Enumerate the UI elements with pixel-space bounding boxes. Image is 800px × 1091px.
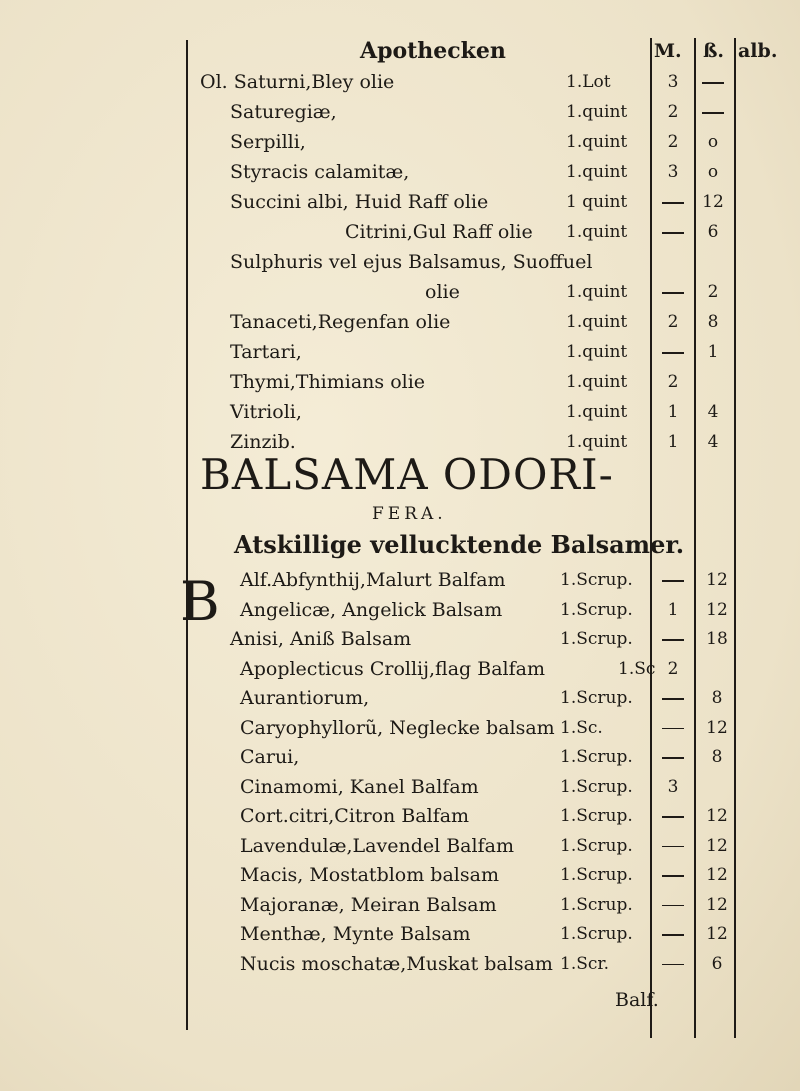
oil-m-value-dash [662,292,684,294]
balsam-name: Apoplecticus Crollij,flag Balfam [240,657,545,680]
column-header-s: ß. [703,40,725,62]
balsam-quantity: 1.Sc. [560,717,603,738]
balsam-name: Alf.Abfynthij,Malurt Balfam [240,569,506,591]
oil-name: Ol. Saturni,Bley olie [200,71,395,93]
balsam-name: Angelicæ, Angelick Balsam [240,598,503,621]
oil-quantity: 1.quint [566,102,628,122]
balsam-quantity: 1.Scrup. [560,806,633,826]
oil-quantity: 1.quint [566,372,628,392]
balsam-s-value: 12 [706,599,728,620]
balsam-m-value-dash [662,905,684,907]
balsam-m-value-dash [662,580,684,582]
balsam-quantity: 1.Scrup. [560,865,633,885]
oil-s-value: 6 [707,222,719,242]
column-rule-2 [694,38,696,1038]
balsam-s-value: 18 [706,629,728,649]
balsam-name: Carui, [240,746,300,768]
balsam-m-value-dash [662,934,684,936]
balsam-m-value-dash [662,728,684,730]
balsam-name: Menthæ, Mynte Balsam [240,923,471,945]
oil-s-value: 12 [702,192,724,212]
balsam-quantity: 1.Sc [618,658,656,679]
balsam-name: Macis, Mostatblom balsam [240,864,499,886]
oil-quantity: 1.quint [566,342,628,362]
balsam-s-value: 12 [706,570,728,590]
oil-name: Saturegiæ, [230,101,337,123]
oil-name: Vitrioli, [230,401,302,423]
oil-name: Tartari, [230,341,302,363]
balsam-quantity: 1.Scrup. [560,924,633,944]
balsam-s-value: 8 [711,747,723,767]
column-rule-3 [734,38,736,1038]
balsam-name: Lavendulæ,Lavendel Balfam [240,834,514,857]
balsam-name: Aurantiorum, [240,687,370,709]
balsam-name: Cort.citri,Citron Balfam [240,805,470,827]
oil-name: Tanaceti,Regenfan olie [230,311,451,333]
balsam-m-value-dash [662,816,684,818]
oil-quantity: 1.quint [566,162,628,182]
balsam-m-value-dash [662,757,684,759]
oil-name: Zinzib. [230,431,296,453]
balsam-quantity: 1.Scrup. [560,599,633,620]
oil-s-value: o [707,132,719,152]
balsam-name: Nucis moschatæ,Muskat balsam [240,952,553,975]
balsam-s-value: 12 [706,835,728,856]
balsam-s-value: 6 [711,953,723,974]
balsam-quantity: 1.Scrup. [560,747,633,767]
balsam-m-value: 3 [667,776,679,797]
balsam-name: Anisi, Aniß Balsam [230,628,412,650]
oil-quantity: 1.quint [566,282,628,302]
oil-quantity: 1.quint [566,312,628,332]
oil-m-value: 2 [667,132,679,152]
balsam-s-value: 8 [711,688,723,708]
balsam-m-value-dash [662,639,684,641]
left-rule [186,40,188,1030]
balsam-m-value-dash [662,846,684,848]
oil-m-value-dash [662,232,684,234]
page-header-title: Apothecken [360,38,506,64]
oil-m-value: 3 [667,162,679,182]
oil-s-value: 1 [707,342,719,362]
oil-m-value: 1 [667,402,679,422]
oil-m-value: 1 [667,432,679,452]
oil-m-value-dash [662,352,684,354]
oil-name: olie [425,281,460,303]
balsam-s-value: 12 [706,806,728,826]
balsam-quantity: 1.Scrup. [560,835,633,856]
column-header-h: alb. [738,40,778,62]
balsam-m-value-dash [662,698,684,700]
oil-s-value: 4 [707,402,719,422]
oil-name: Thymi,Thimians olie [230,371,426,393]
oil-quantity: 1.quint [566,132,628,152]
oil-s-value: 4 [707,432,719,452]
oil-name: Styracis calamitæ, [230,161,410,183]
initial-letter: B [180,570,220,633]
balsam-m-value-dash [662,875,684,877]
oil-s-value: 8 [707,312,719,332]
column-header-m: M. [654,40,682,62]
oil-m-value: 2 [667,312,679,332]
oil-s-value-dash [702,112,724,114]
balsam-s-value: 12 [706,717,728,738]
balsam-name: Caryophyllorũ, Neglecke balsam [240,716,555,739]
balsam-quantity: 1.Scrup. [560,776,633,797]
balsam-quantity: 1.Scrup. [560,894,633,915]
balsam-quantity: 1.Scrup. [560,629,633,649]
oil-s-value: o [707,162,719,182]
oil-s-value-dash [702,82,724,84]
oil-name: Succini albi, Huid Raff olie [230,191,489,213]
oil-m-value-dash [662,202,684,204]
catchword: Balf. [615,989,659,1011]
balsam-quantity: 1.Scr. [560,953,610,974]
balsam-s-value: 12 [706,894,728,915]
oil-m-value: 3 [667,72,679,92]
oil-quantity: 1.quint [566,222,628,242]
oil-m-value: 2 [667,372,679,392]
balsam-m-value-dash [662,964,684,966]
balsam-quantity: 1.Scrup. [560,688,633,708]
oil-quantity: 1.Lot [566,72,611,92]
balsam-m-value: 1 [667,599,679,620]
oil-quantity: 1.quint [566,402,628,422]
balsam-s-value: 12 [706,924,728,944]
oil-name: Citrini,Gul Raff olie [345,221,533,243]
section-heading: BALSAMA ODORI- [200,450,614,499]
balsam-s-value: 12 [706,865,728,885]
oil-quantity: 1 quint [566,192,628,212]
balsam-name: Cinamomi, Kanel Balfam [240,775,479,798]
oil-name: Serpilli, [230,131,306,153]
oil-m-value: 2 [667,102,679,122]
balsam-name: Majoranæ, Meiran Balsam [240,893,497,916]
section-subheading: Atskillige vellucktende Balsamer. [234,530,685,559]
section-heading-continuation: FERA. [372,504,447,524]
balsam-quantity: 1.Scrup. [560,570,633,590]
balsam-m-value: 2 [667,658,679,679]
oil-quantity: 1.quint [566,432,628,452]
oil-name: Sulphuris vel ejus Balsamus, Suoffuel [230,251,593,273]
oil-s-value: 2 [707,282,719,302]
